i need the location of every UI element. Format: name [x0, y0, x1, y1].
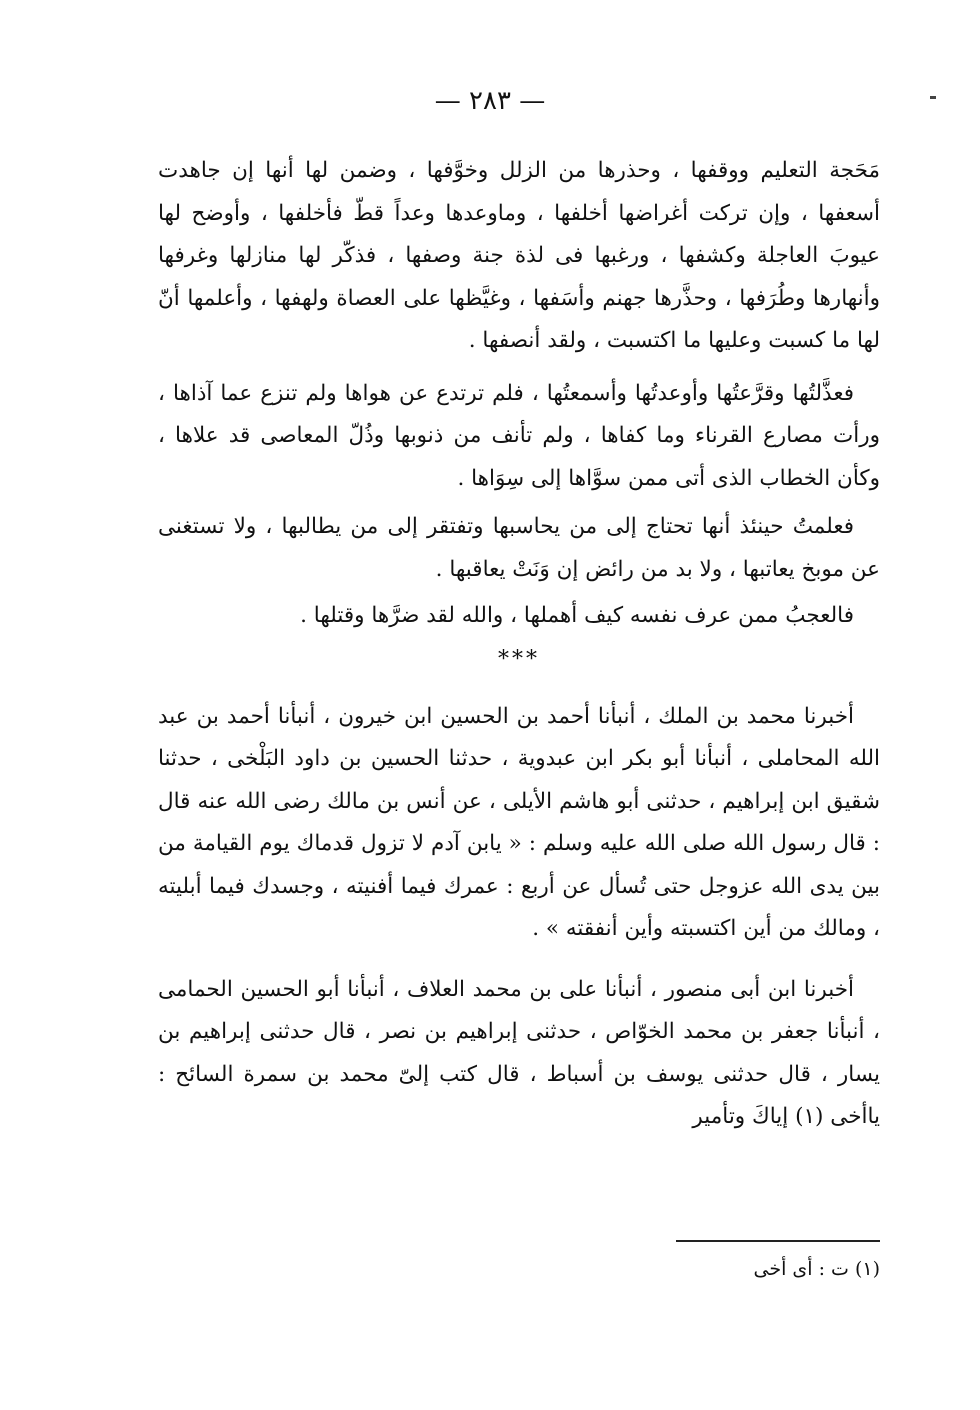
paragraph: فعلمتُ حينئذ أنها تحتاج إلى من يحاسبها وتفتقر إلى من يطالبها ، ولا تستغنى عن موبخ يعاتبها ، ولا بد من رائض إن وَنَتْ يعاقبها . [158, 514, 880, 582]
paragraph: فعذَّلتُها وقرَّعتُها وأوعدتُها وأسمعتُها ، فلم ترتدع عن هواها ولم تنزع عما آذاها ، ورأت مصارع القرناء وما كفاها ، ولم تأنف من ذنوبها وذُلّ المعاصى قد علاها ، وكأن الخطاب الذى أتى ممن سوَّاها إلى سِوَاها . [158, 380, 880, 491]
footnote: (١) ت : أى أخى [753, 1258, 880, 1280]
scan-mark [930, 96, 936, 99]
hadith-paragraph: أخبرنا ابن أبى منصور ، أنبأنا على بن محمد العلاف ، أنبأنا أبو الحسين الحمامى ، أنبأنا جعفر بن محمد الخوّاص ، حدثنى إبراهيم بن نصر ، قال حدثنى إبراهيم بن يسار ، قال حدثنى يوسف بن أسباط ، قال كتب إلىّ محمد بن سمرة السائح : ياأخى (١) إياكَ وتأمير [158, 976, 880, 1129]
hadith-paragraph: أخبرنا محمد بن الملك ، أنبأنا أحمد بن الحسين ابن خيرون ، أنبأنا أحمد بن عبد الله المحاملى ، أنبأنا أبو بكر ابن عبدوية ، حدثنا الحسين بن داود البَلْخى ، حدثنا شقيق ابن إبراهيم ، حدثنى أبو هاشم الأيلى ، عن أنس بن مالك رضى الله عنه قال : قال رسول الله صلى الله عليه وسلم : « يابن آدم لا تزول قدماك يوم القيامة من بين يدى الله عزوجل حتى تُسأل عن أربع : عمرك فيما أفنيته ، وجسدك فيما أبليته ، ومالك من أين اكتسبته وأين أنفقته » . [158, 703, 880, 941]
section-separator: *** [498, 646, 540, 672]
page-number: — ٢٨٣ — [434, 86, 546, 116]
paragraph: مَحَجة التعليم ووقفها ، وحذرها من الزلل وخوَّفها ، وضمن لها أنها إن جاهدت أسعفها ، وإن تركت أغراضها أخلفها ، وماوعدها وعداً قطّ فأخلفها ، وأوضح لها عيوبَ العاجلة وكشفها ، ورغبها فى لذة جنة وصفها ، فذكّر لها منازلها وغرفها وأنهارها وطُرَفها ، وحذَّرها جهنم وأسَفها ، وغيَّظها على العصاة ولهفها ، وأعلمها أنّ لها ما كسبت وعليها ما اكتسبت ، ولقد أنصفها . [158, 158, 880, 353]
main-text [158, 150, 880, 1139]
footnote-divider [676, 1240, 880, 1242]
hadith-section [158, 696, 880, 1139]
paragraph: فالعجبُ ممن عرف نفسه كيف أهملها ، والله لقد ضرَّها وقتلها . [300, 603, 854, 628]
